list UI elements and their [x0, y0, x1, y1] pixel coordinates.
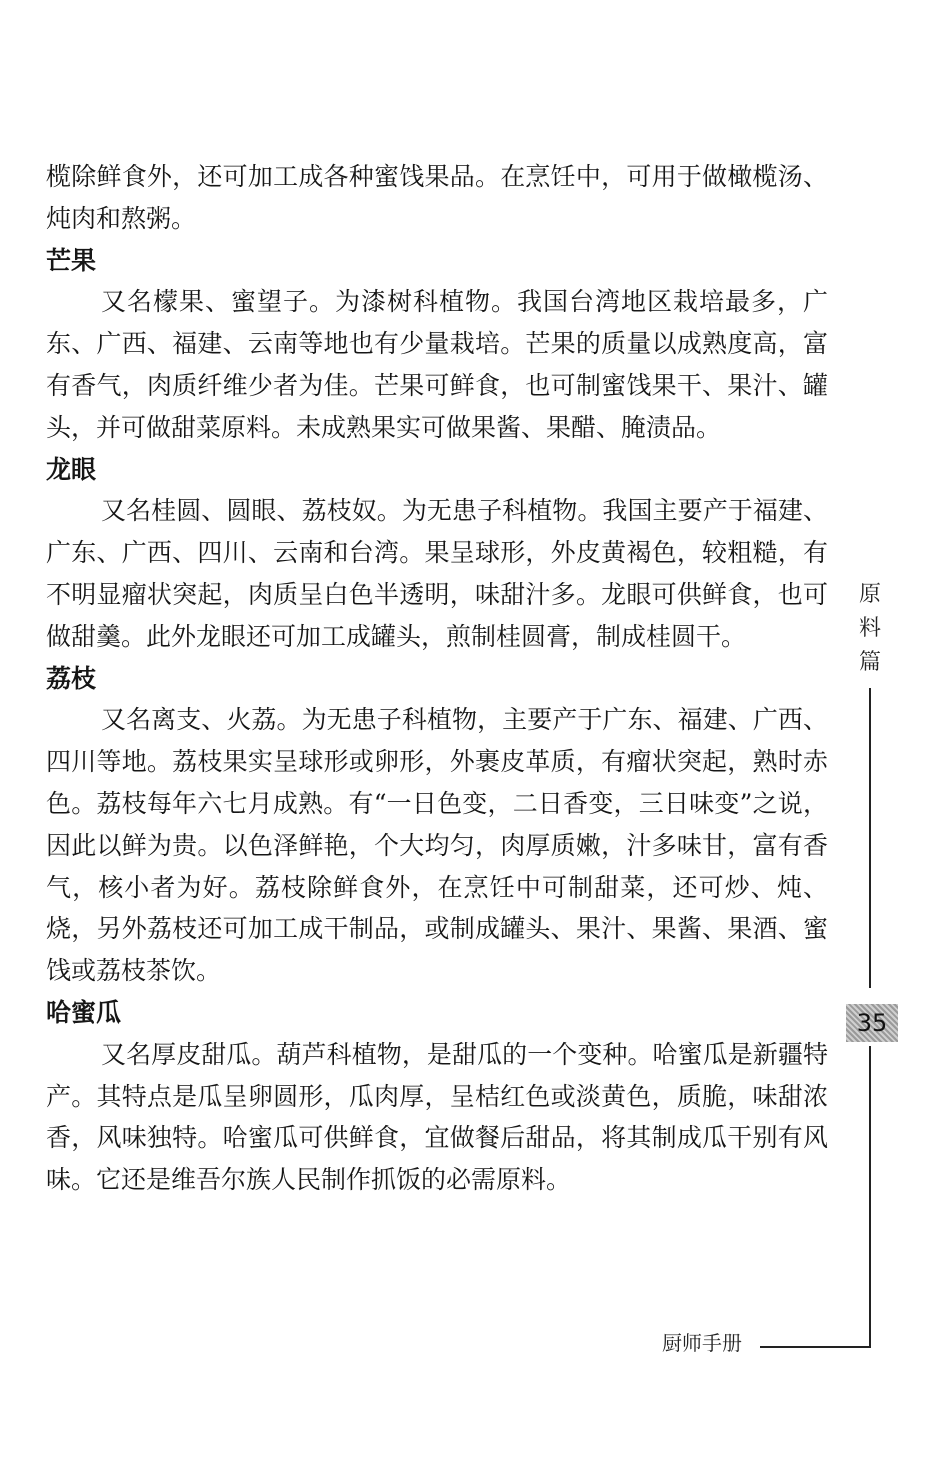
footer-book-title: 厨师手册 [662, 1331, 742, 1355]
side-rule-lower [869, 1046, 871, 1348]
section-text-lychee: 又名离支、火荔。为无患子科植物，主要产于广东、福建、广西、四川等地。荔枝果实呈球形或卵形，外裹皮革质，有瘤状突起，熟时赤色。荔枝每年六七月成熟。有“一日色变，二日香变，三日味变”之说，因此以鲜为贵。以色泽鲜艳，个大均匀，肉厚质嫩，汁多味甘，富有香气，核小者为好。荔枝除鲜食外，在烹饪中可制甜菜，还可炒、炖、烧，另外荔枝还可加工成干制品，或制成罐头、果汁、果酱、果酒、蜜饯或荔枝茶饮。 [46, 705, 828, 986]
section-heading-hami-melon: 哈蜜瓜 [46, 997, 122, 1027]
side-rule-upper [869, 688, 871, 988]
side-label-char: 原 [858, 582, 881, 607]
chapter-side-label [856, 578, 884, 680]
section-text-longan: 又名桂圆、圆眼、荔枝奴。为无患子科植物。我国主要产于福建、广东、广西、四川、云南和台湾。果呈球形，外皮黄褐色，较粗糙，有不明显瘤状突起，肉质呈白色半透明，味甜汁多。龙眼可供鲜食，也可做甜羹。此外龙眼还可加工成罐头，煎制桂圆膏，制成桂圆干。 [46, 496, 828, 651]
section-text-hami-melon: 又名厚皮甜瓜。葫芦科植物，是甜瓜的一个变种。哈蜜瓜是新疆特产。其特点是瓜呈卵圆形，瓜肉厚，呈桔红色或淡黄色，质脆，味甜浓香，风味独特。哈蜜瓜可供鲜食，宜做餐后甜品，将其制成瓜干别有风味。它还是维吾尔族人民制作抓饭的必需原料。 [46, 1039, 828, 1195]
footer-rule [760, 1346, 871, 1348]
intro-paragraph: 榄除鲜食外，还可加工成各种蜜饯果品。在烹饪中，可用于做橄榄汤、炖肉和熬粥。 [46, 162, 828, 233]
side-label-char: 篇 [858, 650, 881, 675]
side-label-char: 料 [858, 616, 881, 641]
section-heading-lychee: 荔枝 [46, 663, 97, 693]
main-text-column [46, 156, 828, 1201]
section-heading-longan: 龙眼 [46, 454, 97, 484]
section-heading-mango: 芒果 [46, 245, 97, 275]
page-number: 35 [846, 1004, 898, 1042]
section-text-mango: 又名檬果、蜜望子。为漆树科植物。我国台湾地区栽培最多，广东、广西、福建、云南等地也有少量栽培。芒果的质量以成熟度高，富有香气，肉质纤维少者为佳。芒果可鲜食，也可制蜜饯果干、果汁、罐头，并可做甜菜原料。未成熟果实可做果酱、果醋、腌渍品。 [46, 287, 828, 442]
